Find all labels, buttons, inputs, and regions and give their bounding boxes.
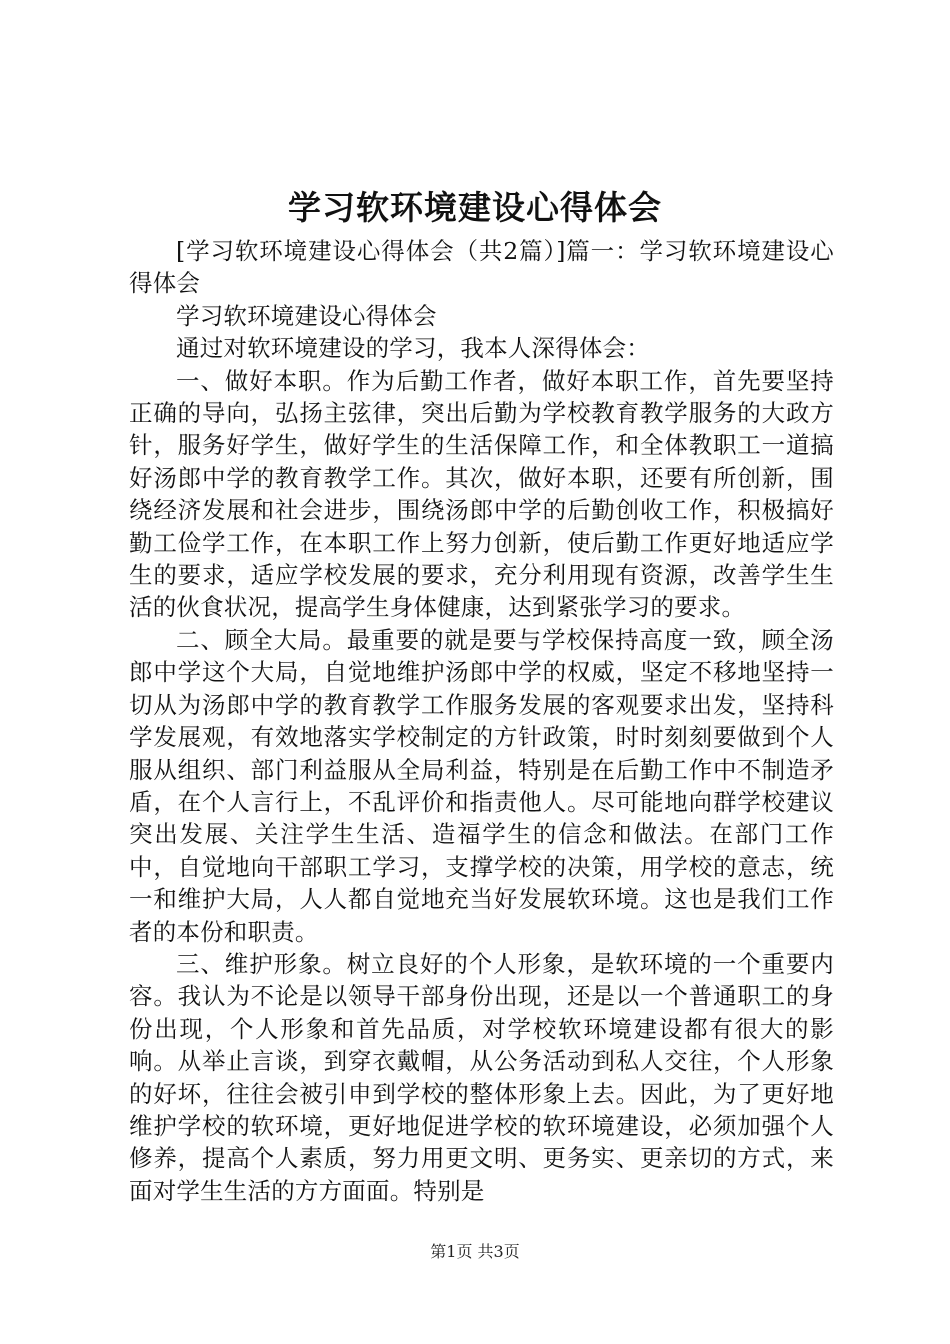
paragraph-intro: [学习软环境建设心得体会（共2篇）]篇一：学习软环境建设心得体会 (129, 237, 834, 298)
paragraph-subtitle: 学习软环境建设心得体会 (176, 301, 437, 330)
paragraph-section-3: 三、维护形象。树立良好的个人形象，是软环境的一个重要内容。我认为不论是以领导干部身份出现，还是以一个普通职工的身份出现，个人形象和首先品质，对学校软环境建设都有很大的影响。从举止言谈，到穿衣戴帽，从公务活动到私人交往，个人形象的好坏，往往会被引申到学校的整体形象上去。因此，为了更好地维护学校的软环境，更好地促进学校的软环境建设，必须加强个人修养，提高个人素质，努力用更文明、更务实、更亲切的方式，来面对学生生活的方方面面。特别是 (129, 949, 834, 1205)
page-footer: 第1页 共3页 (430, 1242, 520, 1261)
document-body (129, 235, 834, 1207)
paragraph-lead: 通过对软环境建设的学习，我本人深得体会： (176, 334, 650, 363)
paragraph-section-2: 二、顾全大局。最重要的就是要与学校保持高度一致，顾全汤郎中学这个大局，自觉地维护汤郎中学的权威，坚定不移地坚持一切从为汤郎中学的教育教学工作服务发展的客观要求出发，坚持科学发展观，有效地落实学校制定的方针政策，时时刻刻要做到个人服从组织、部门利益服从全局利益，特别是在后勤工作中不制造矛盾，在个人言行上，不乱评价和指责他人。尽可能地向群学校建议突出发展、关注学生生活、造福学生的信念和做法。在部门工作中，自觉地向干部职工学习，支撑学校的决策，用学校的意志，统一和维护大局，人人都自觉地充当好发展软环境。这也是我们工作者的本份和职责。 (129, 625, 834, 946)
document-title: 学习软环境建设心得体会 (288, 188, 662, 227)
paragraph-section-1: 一、做好本职。作为后勤工作者，做好本职工作，首先要坚持正确的导向，弘扬主弦律，突出后勤为学校教育教学服务的大政方针，服务好学生，做好学生的生活保障工作，和全体教职工一道搞好汤郎中学的教育教学工作。其次，做好本职，还要有所创新，围绕经济发展和社会进步，围绕汤郎中学的后勤创收工作，积极搞好勤工俭学工作，在本职工作上努力创新，使后勤工作更好地适应学生的要求，适应学校发展的要求，充分利用现有资源，改善学生生活的伙食状况，提高学生身体健康，达到紧张学习的要求。 (129, 366, 834, 622)
